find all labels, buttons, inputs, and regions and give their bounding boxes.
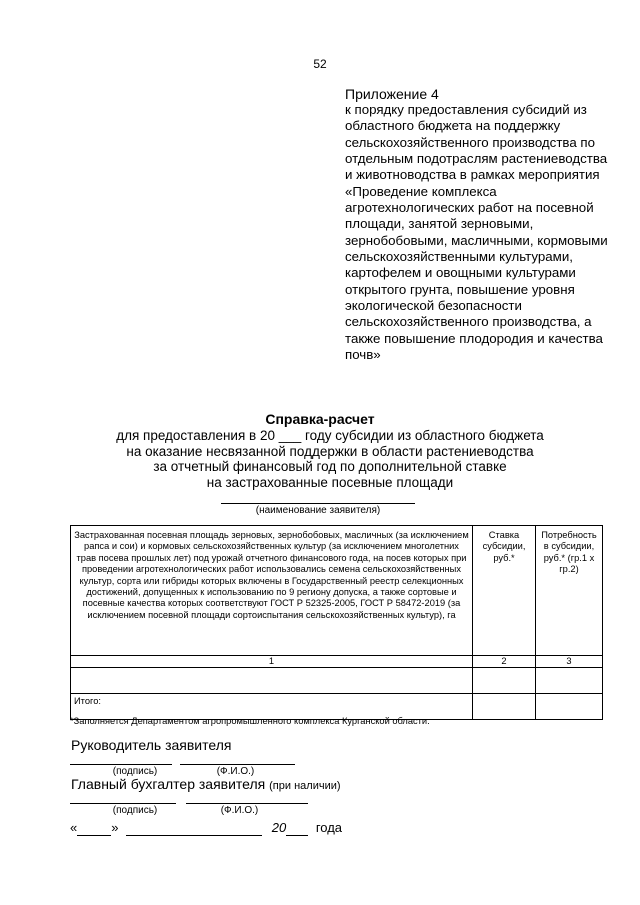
insured-area-cell[interactable] bbox=[71, 668, 473, 694]
head-name-caption: (Ф.И.О.) bbox=[216, 766, 255, 777]
column-number-row bbox=[71, 656, 603, 668]
year-prefix: 20 bbox=[271, 820, 287, 835]
header-subsidy-rate: Ставка субсидии, руб.* bbox=[473, 526, 536, 656]
subtitle-line-3: за отчетный финансовый год по дополнительной ставке bbox=[153, 459, 507, 475]
page-number: 52 bbox=[313, 57, 327, 71]
head-signature-caption: (подпись) bbox=[112, 766, 158, 777]
head-signature-field[interactable] bbox=[70, 764, 172, 765]
subsidy-rate-cell[interactable] bbox=[473, 668, 536, 694]
subtitle-line-1: для предоставления в 20 ___ году субсидии из областного бюджета bbox=[116, 428, 544, 443]
day-field[interactable] bbox=[77, 820, 111, 836]
document-title: Справка-расчет bbox=[265, 411, 375, 427]
header-subsidy-need: Потребность в субсидии, руб.* (гр.1 х гр.2) bbox=[536, 526, 603, 656]
year-field[interactable] bbox=[286, 820, 308, 836]
accountant-signature-caption: (подпись) bbox=[112, 805, 158, 816]
chief-accountant-title bbox=[71, 776, 341, 792]
table-header-row bbox=[71, 526, 603, 656]
calculation-table bbox=[70, 525, 603, 720]
applicant-name-caption: (наименование заявителя) bbox=[255, 505, 381, 516]
date-close-quote: » bbox=[111, 820, 119, 835]
accountant-name-field[interactable] bbox=[186, 803, 308, 804]
appendix-text: к порядку предоставления субсидий из областного бюджета на поддержку сельскохозяйственного производства по отдельным подотраслям растениеводства и животноводства в рамках мероприятия «Проведение комплекса агротехнологических работ на посевной площади, занятой зерновыми, зернобобовыми, масличными, кормовыми сельскохозяйственными культурами, картофелем и овощными культурами открытого грунта, повышение уровня экологической безопасности сельскохозяйственного производства, а также повышение плодородия и качества почв» bbox=[345, 102, 608, 363]
chief-accountant-note: (при наличии) bbox=[269, 780, 341, 792]
total-need-cell[interactable] bbox=[536, 694, 603, 720]
date-open-quote: « bbox=[70, 820, 78, 835]
column-number-2: 2 bbox=[473, 656, 536, 668]
column-number-3: 3 bbox=[536, 656, 603, 668]
head-name-field[interactable] bbox=[180, 764, 295, 765]
subsidy-need-cell[interactable] bbox=[536, 668, 603, 694]
footnote: *Заполняется Департаментом агропромышленного комплекса Курганской области. bbox=[70, 716, 430, 726]
subtitle-line-2: на оказание несвязанной поддержки в области растениеводства bbox=[126, 443, 534, 459]
subtitle-line-4: на застрахованные посевные площади bbox=[206, 475, 454, 491]
column-number-1: 1 bbox=[71, 656, 473, 668]
chief-accountant-label: Главный бухгалтер заявителя bbox=[71, 776, 266, 792]
accountant-name-caption: (Ф.И.О.) bbox=[220, 805, 259, 816]
total-label: Итого: bbox=[71, 694, 473, 720]
month-field[interactable] bbox=[126, 820, 262, 836]
applicant-name-field[interactable] bbox=[221, 503, 415, 504]
appendix-title: Приложение 4 bbox=[345, 86, 439, 102]
total-rate-cell[interactable] bbox=[473, 694, 536, 720]
head-signatory-title: Руководитель заявителя bbox=[71, 737, 232, 753]
accountant-signature-field[interactable] bbox=[70, 803, 176, 804]
date-line bbox=[70, 820, 342, 836]
table-row bbox=[71, 668, 603, 694]
document-subtitle bbox=[60, 428, 600, 491]
header-insured-area: Застрахованная посевная площадь зерновых, зернобобовых, масличных (за исключением рапса и сои) и кормовых сельскохозяйственных культур (за исключением многолетних трав посева прошлых лет) под урожай отчетного финансового года, на посев которых при проведении агротехнологических работ использовались семена сельскохозяйственных культур, сорта или гибриды которых включены в Государственный реестр селекционных достижений, допущенных к использованию по 9 региону допуска, а также сортовые и посевные качества которых соответствуют ГОСТ Р 52325-2005, ГОСТ Р 58472-2019 (за исключением посевной площади сортоиспытания сельскохозяйственных культур), га bbox=[71, 526, 473, 656]
year-suffix: года bbox=[315, 820, 343, 835]
